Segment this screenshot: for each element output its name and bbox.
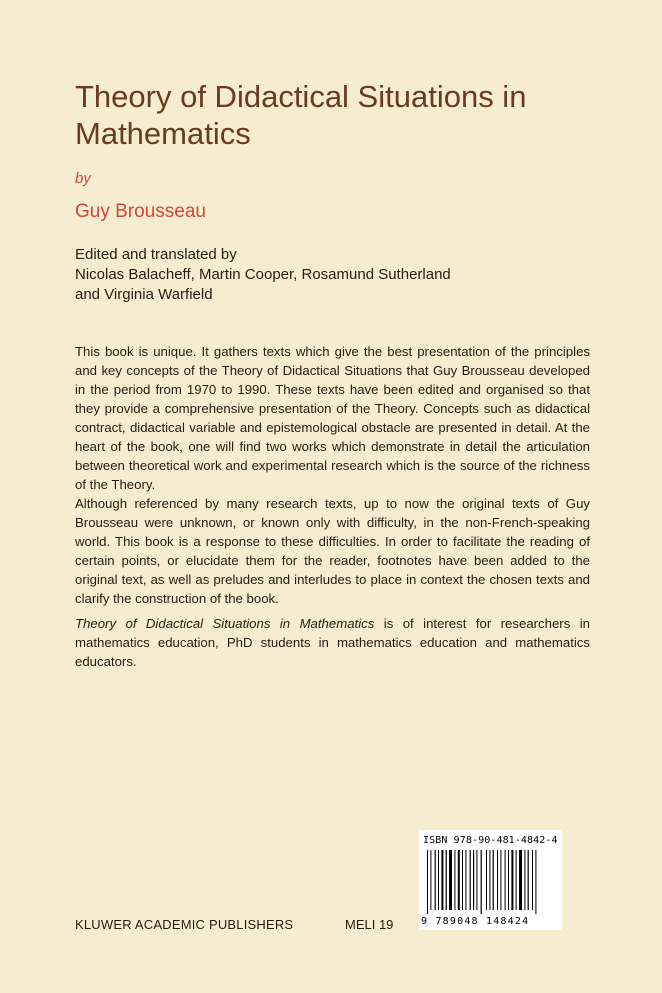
barcode-bar <box>508 850 509 910</box>
barcode-bar <box>470 850 471 910</box>
isbn-label: ISBN 978-90-481-4842-4 <box>423 835 558 846</box>
barcode-bar <box>458 850 460 910</box>
editors-block <box>75 245 595 305</box>
barcode-bar <box>516 850 517 910</box>
barcode-bar <box>486 850 487 910</box>
barcode-bar <box>519 850 522 910</box>
blurb <box>75 342 590 671</box>
barcode-bar <box>489 850 490 910</box>
barcode-bar <box>438 850 439 910</box>
blurb-paragraph-3-text: is of interest for researchers in mathematics education, PhD students in mathematics education and mathematics educators. <box>75 616 590 669</box>
barcode-bars <box>427 850 555 914</box>
barcode-bar <box>528 850 529 910</box>
barcode-bar <box>493 850 494 910</box>
barcode-bar <box>532 850 533 910</box>
blurb-paragraph-1: This book is unique. It gathers texts which give the best presentation of the principles and key concepts of the Theory of Didactical Situations that Guy Brousseau developed in the period from 1970 to 1990. These texts have been edited and organised so that they provide a comprehensive presentation of the Theory. Concepts such as didactical contract, didactical variable and epistemological obstacle are presented in detail. At the heart of the book, one will find two works which demonstrate in detail the articulation between theoretical work and experimental research which is the source of the richness of the Theory. <box>75 344 590 492</box>
barcode-bar <box>430 850 431 910</box>
blurb-paragraph-2: Although referenced by many research texts, up to now the original texts of Guy Brousseau were unknown, or known only with difficulty, in the non-French-speaking world. This book is a response to these difficulties. In order to facilitate the reading of certain points, or elucidate them for the reader, footnotes have been added to the original text, as well as preludes and interludes to place in context the chosen texts and clarify the construction of the book. <box>75 496 590 606</box>
barcode-bar <box>446 850 447 910</box>
barcode-bar <box>524 850 525 910</box>
barcode <box>419 830 562 930</box>
barcode-bar <box>465 850 466 910</box>
by-label: by <box>75 170 91 187</box>
barcode-bar <box>481 850 482 914</box>
barcode-bar <box>473 850 474 910</box>
editors-intro: Edited and translated by <box>75 246 237 263</box>
barcode-bar <box>500 850 501 910</box>
barcode-bar <box>427 850 428 914</box>
publisher-name: KLUWER ACADEMIC PUBLISHERS <box>75 917 294 932</box>
barcode-bar <box>454 850 455 910</box>
barcode-bar <box>441 850 443 910</box>
barcode-bar <box>505 850 506 910</box>
barcode-bar <box>497 850 498 910</box>
author-name: Guy Brousseau <box>75 201 206 222</box>
blurb-book-title: Theory of Didactical Situations in Mathematics <box>75 616 375 631</box>
blurb-paragraph-3 <box>75 614 590 671</box>
barcode-bar <box>449 850 452 910</box>
barcode-bar <box>535 850 536 914</box>
book-title: Theory of Didactical Situations in Mathematics <box>75 79 527 151</box>
barcode-bar <box>476 850 477 910</box>
barcode-bar <box>462 850 463 910</box>
barcode-digits: 9 789048 148424 <box>421 916 530 927</box>
series-label: MELI 19 <box>345 917 394 932</box>
barcode-bar <box>511 850 513 910</box>
editors-names-line2: and Virginia Warfield <box>75 286 213 303</box>
barcode-bar <box>435 850 436 910</box>
editors-names-line1: Nicolas Balacheff, Martin Cooper, Rosamund Sutherland <box>75 266 451 283</box>
